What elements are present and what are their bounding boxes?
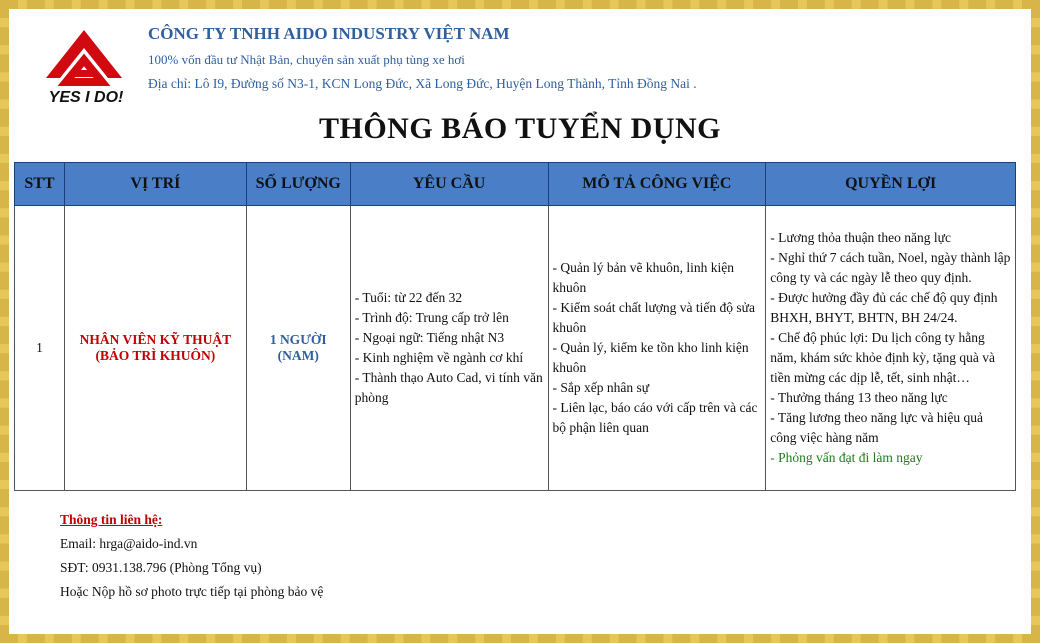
requirement-item: - Tuổi: từ 22 đến 32: [354, 290, 463, 305]
requirement-item: - Thành thạo Auto Cad, vi tính văn phòng: [354, 370, 543, 405]
page-title: THÔNG BÁO TUYỂN DỤNG: [319, 112, 721, 145]
description-item: - Quản lý bản vẽ khuôn, linh kiện khuôn: [552, 260, 734, 295]
position-title: NHÂN VIÊN KỸ THUẬT: [79, 332, 232, 347]
contact-phone: SĐT: 0931.138.796 (Phòng Tổng vụ): [60, 560, 262, 575]
company-logo: [26, 26, 148, 106]
description-item: - Liên lạc, báo cáo với cấp trên và các bộ phận liên quan: [552, 400, 758, 435]
benefit-item: - Nghỉ thứ 7 cách tuần, Noel, ngày thành lập công ty và các ngày lễ theo quy định.: [770, 250, 1011, 285]
position-subtitle: (BẢO TRÌ KHUÔN): [95, 348, 216, 363]
header-position: VỊ TRÍ: [64, 163, 246, 206]
description-item: - Sắp xếp nhân sự: [552, 380, 650, 395]
table-header-row: [15, 163, 1016, 206]
requirement-item: - Ngoại ngữ: Tiếng nhật N3: [354, 330, 505, 345]
cell-benefits: [766, 206, 1016, 491]
cell-requirements: [350, 206, 548, 491]
benefit-item: - Chế độ phúc lợi: Du lịch công ty hằng năm, khám sức khỏe định kỳ, tặng quà và tiền mừng các dịp lễ, tết, sinh nhật…: [770, 330, 996, 385]
company-address: Địa chỉ: Lô I9, Đường số N3-1, KCN Long Đức, Xã Long Đức, Huyện Long Thành, Tỉnh Đồng Nai .: [148, 76, 697, 91]
benefit-item: - Tăng lương theo năng lực và hiệu quả công việc hàng năm: [770, 410, 983, 445]
benefit-highlight: - Phỏng vấn đạt đi làm ngay: [770, 450, 923, 465]
header-requirements: YÊU CẦU: [350, 163, 548, 206]
benefit-item: - Lương thỏa thuận theo năng lực: [770, 230, 951, 245]
header-benefits: QUYỀN LỢI: [766, 163, 1016, 206]
description-item: - Quản lý, kiểm ke tồn kho linh kiện khuôn: [552, 340, 749, 375]
contact-heading: Thông tin liên hệ:: [60, 512, 163, 527]
contact-section: [60, 508, 323, 604]
header-description: MÔ TẢ CÔNG VIỆC: [548, 163, 766, 206]
benefit-item: - Thưởng tháng 13 theo năng lực: [770, 390, 948, 405]
contact-note: Hoặc Nộp hồ sơ photo trực tiếp tại phòng bảo vệ: [60, 584, 324, 599]
benefit-item: - Được hưởng đầy đủ các chế độ quy định BHXH, BHYT, BHTN, BH 24/24.: [770, 290, 998, 325]
table-row: [15, 206, 1016, 491]
header-stt: STT: [15, 163, 65, 206]
cell-stt: 1: [15, 206, 65, 491]
recruitment-table: [14, 162, 1016, 491]
contact-email: Email: hrga@aido-ind.vn: [60, 536, 198, 551]
requirement-item: - Kinh nghiệm về ngành cơ khí: [354, 350, 524, 365]
cell-description: [548, 206, 766, 491]
quantity-count: 1 NGƯỜI: [269, 332, 327, 347]
quantity-gender: (NAM): [277, 348, 319, 363]
logo-text: YES I DO!: [48, 89, 124, 106]
requirement-item: - Trình độ: Trung cấp trở lên: [354, 310, 509, 325]
company-subtitle: 100% vốn đầu tư Nhật Bản, chuyên sản xuất phụ tùng xe hơi: [148, 52, 465, 67]
description-item: - Kiểm soát chất lượng và tiến độ sửa khuôn: [552, 300, 755, 335]
cell-position: [64, 206, 246, 491]
header-quantity: SỐ LƯỢNG: [246, 163, 350, 206]
cell-quantity: [246, 206, 350, 491]
company-name: CÔNG TY TNHH AIDO INDUSTRY VIỆT NAM: [148, 24, 510, 43]
